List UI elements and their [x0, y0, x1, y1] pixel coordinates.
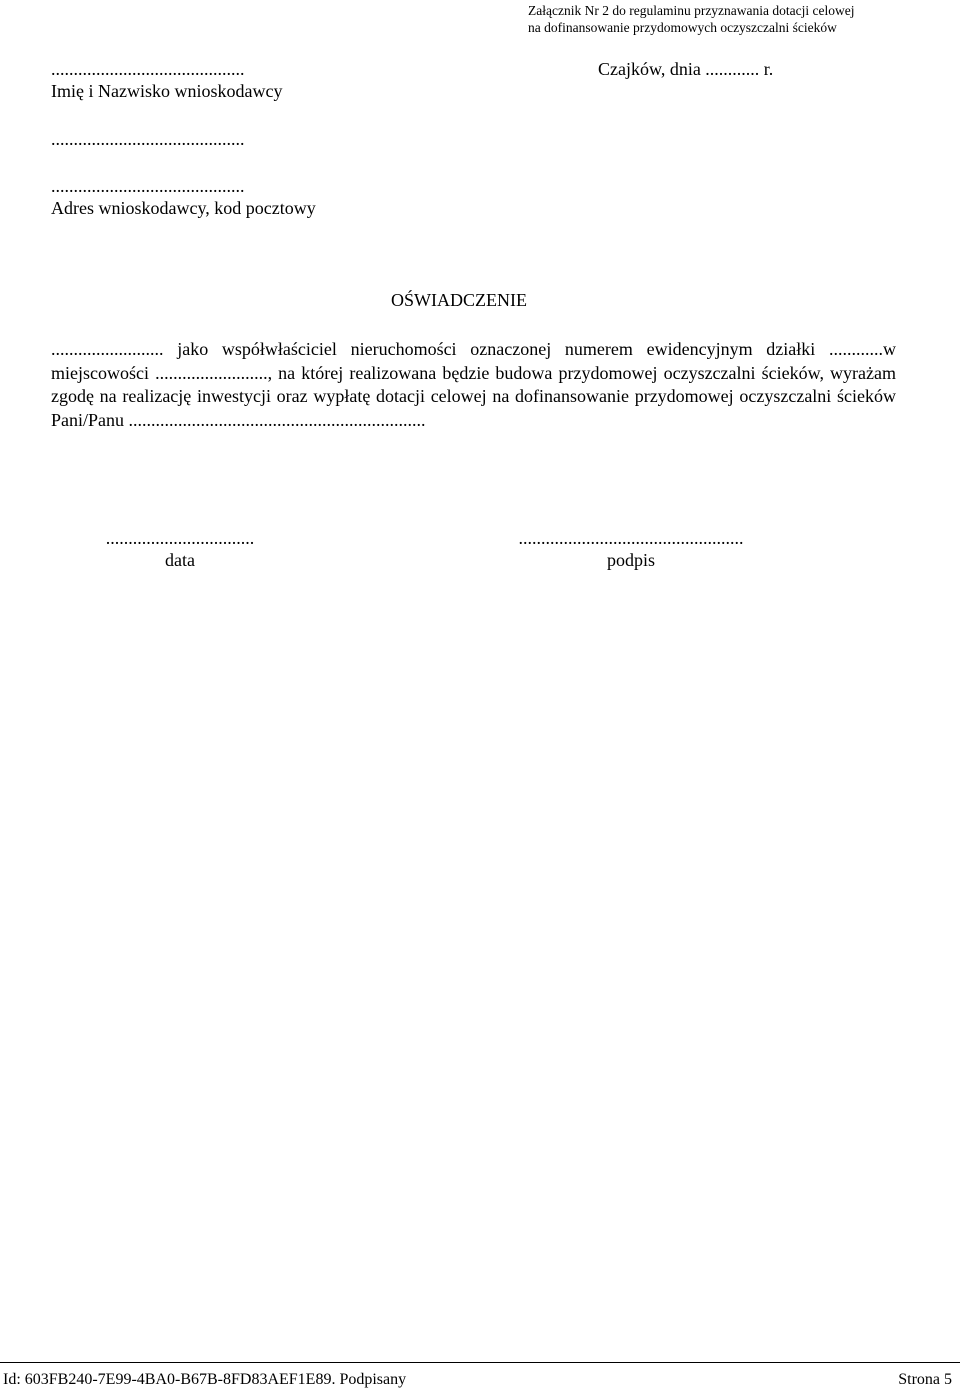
footer-divider: [0, 1362, 960, 1363]
date-dots: .................................: [105, 528, 255, 548]
address-dots-line-2: ...........................................: [51, 176, 245, 196]
address-dots-line-1: ...........................................: [51, 129, 245, 149]
place-date: Czajków, dnia ............ r.: [598, 59, 774, 79]
address-label: Adres wnioskodawcy, kod pocztowy: [51, 198, 316, 218]
footer-page-number: Strona 5: [898, 1371, 952, 1388]
signature-dots: ..................................................: [518, 528, 744, 548]
signature-label: podpis: [606, 550, 655, 570]
applicant-name-label: Imię i Nazwisko wnioskodawcy: [51, 81, 283, 101]
signature-sign-block: [499, 527, 763, 571]
applicant-address-block: [51, 175, 316, 219]
attachment-header-line-1: Załącznik Nr 2 do regulaminu przyznawania dotacji celowej: [528, 3, 855, 18]
attachment-header-line-2: na dofinansowanie przydomowych oczyszczalni ścieków: [528, 20, 837, 35]
applicant-name-block: [51, 58, 282, 102]
document-title: OŚWIADCZENIE: [391, 290, 527, 310]
attachment-header: [528, 2, 855, 36]
footer-document-id: Id: 603FB240-7E99-4BA0-B67B-8FD83AEF1E89. Podpisany: [3, 1371, 407, 1388]
date-label: data: [165, 550, 195, 570]
signature-date-block: [92, 527, 268, 571]
applicant-name-dots: ...........................................: [51, 59, 245, 79]
declaration-text: ......................... jako współwłaściciel nieruchomości oznaczonej numerem ewidencyjnym działki ............w miejscowości ........................., na której realizowana będzie budowa przydomowej oczyszczalni ścieków, wyrażam zgodę na realizację inwestycji oraz wypłatę dotacji celowej na dofinansowanie przydomowej oczyszczalni ścieków Pani/Panu ..................................................................: [51, 339, 896, 430]
